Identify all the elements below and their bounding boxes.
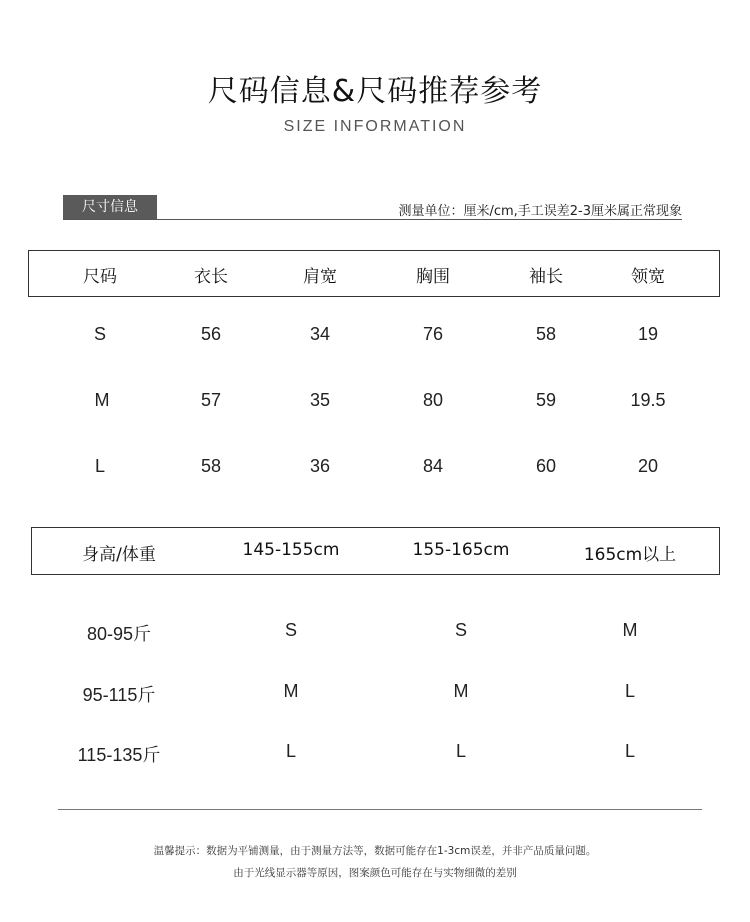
- recommend-size-cell: L: [285, 741, 297, 761]
- recommend-header-height-weight: 身高/体重: [82, 545, 156, 565]
- size-cell: 58: [535, 324, 557, 344]
- recommend-size-cell: S: [284, 620, 298, 640]
- section-divider: [63, 219, 682, 220]
- size-cell: 80: [422, 390, 444, 410]
- size-cell: 35: [309, 390, 331, 410]
- recommend-header-range-2: 155-165cm: [412, 540, 510, 560]
- size-cell: S: [93, 324, 107, 344]
- recommend-size-cell: M: [622, 620, 638, 640]
- size-cell: 84: [422, 456, 444, 476]
- size-header-length: 衣长: [194, 267, 228, 287]
- recommend-size-cell: M: [283, 681, 299, 701]
- section-tag: 尺寸信息: [63, 195, 157, 220]
- size-cell: 57: [200, 390, 222, 410]
- recommend-header-range-3: 165cm以上: [583, 545, 677, 565]
- size-cell: 34: [309, 324, 331, 344]
- size-header-chest: 胸围: [416, 267, 450, 287]
- page-title: 尺码信息&尺码推荐参考: [207, 74, 543, 109]
- recommend-weight-cell: 115-135斤: [77, 745, 161, 765]
- tip-text: 温馨提示：数据为平铺测量，由于测量方法等，数据可能存在1-3cm误差，并非产品质量问题。: [153, 845, 597, 857]
- recommend-header-range-1: 145-155cm: [242, 540, 340, 560]
- size-cell: 59: [535, 390, 557, 410]
- recommend-size-cell: S: [454, 620, 468, 640]
- unit-note: 测量单位：厘米/cm,手工误差2-3厘米属正常现象: [398, 204, 682, 219]
- recommend-size-cell: L: [455, 741, 467, 761]
- tip-text: 由于光线显示器等原因，图案颜色可能存在与实物细微的差别: [233, 867, 517, 879]
- size-cell: 60: [535, 456, 557, 476]
- page-subtitle: SIZE INFORMATION: [283, 118, 467, 135]
- size-cell: 76: [422, 324, 444, 344]
- recommend-size-cell: L: [624, 681, 636, 701]
- size-cell: 19: [637, 324, 659, 344]
- size-cell: L: [94, 456, 106, 476]
- recommend-size-cell: M: [453, 681, 469, 701]
- size-header-sleeve: 袖长: [529, 267, 563, 287]
- size-cell: 56: [200, 324, 222, 344]
- recommend-weight-cell: 80-95斤: [86, 624, 152, 644]
- size-cell: 19.5: [630, 390, 666, 410]
- size-header-size: 尺码: [83, 267, 117, 287]
- recommend-size-cell: L: [624, 741, 636, 761]
- size-table-header: [28, 250, 720, 297]
- size-cell: 58: [200, 456, 222, 476]
- size-cell: 20: [637, 456, 659, 476]
- size-header-collar: 领宽: [631, 267, 665, 287]
- size-cell: 36: [309, 456, 331, 476]
- recommend-weight-cell: 95-115斤: [82, 685, 156, 705]
- size-header-shoulder: 肩宽: [303, 267, 337, 287]
- footer-divider: [58, 809, 702, 810]
- size-cell: M: [94, 390, 110, 410]
